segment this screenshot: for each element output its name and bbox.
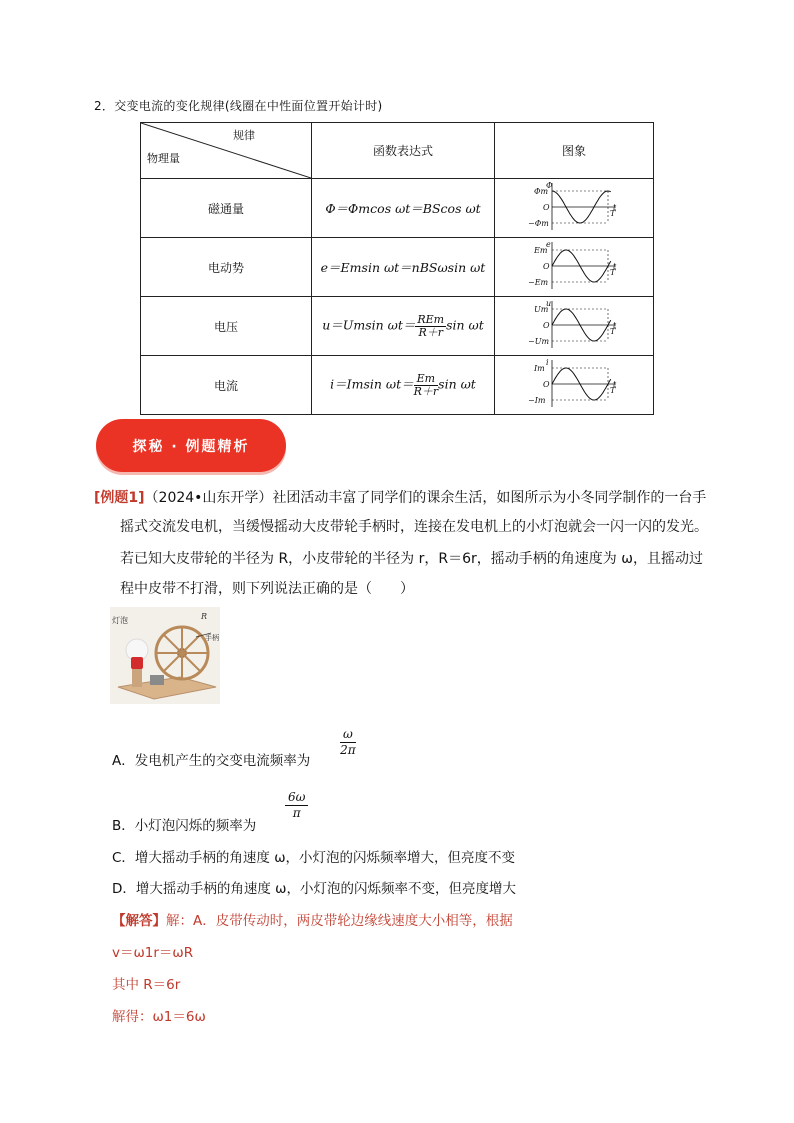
photo-label-handle: 手柄 bbox=[205, 634, 219, 642]
option-c[interactable]: C．增大摇动手柄的角速度 ω，小灯泡的闪烁频率增大，但亮度不变 bbox=[112, 850, 516, 866]
header-graph: 图象 bbox=[495, 123, 654, 179]
example-line-3: 若已知大皮带轮的半径为 R，小皮带轮的半径为 r，R＝6r，摇动手柄的角速度为 ω，且摇动过 bbox=[120, 551, 703, 567]
option-d[interactable]: D．增大摇动手柄的角速度 ω，小灯泡的闪烁频率不变，但亮度增大 bbox=[112, 881, 516, 897]
graph-cell bbox=[495, 297, 654, 356]
graph-cell bbox=[495, 238, 654, 297]
option-a-denominator: 2π bbox=[340, 743, 356, 757]
y-axis-label: u bbox=[546, 298, 552, 308]
solution-line-1 bbox=[112, 909, 513, 929]
solution-text-1: 解：A．皮带传动时，两皮带轮边缘线速度大小相等，根据 bbox=[166, 913, 513, 929]
graph-cell bbox=[495, 356, 654, 415]
solution-line-3: 其中 R＝6r bbox=[112, 977, 181, 993]
formula-cell: e＝Emsin ωt＝nBSωsin ωt bbox=[312, 238, 495, 297]
y-axis-label: e bbox=[546, 239, 551, 249]
min-label: −Φm bbox=[528, 218, 549, 228]
formula-cell bbox=[312, 297, 495, 356]
table-row bbox=[141, 356, 654, 415]
option-a-fraction bbox=[340, 727, 356, 758]
photo-label-r: R bbox=[201, 612, 208, 621]
sin-graph bbox=[524, 298, 624, 352]
fraction-denominator: R＋r bbox=[418, 325, 443, 339]
sin-graph bbox=[524, 357, 624, 411]
t-axis-label: t bbox=[613, 379, 617, 389]
example-line-4: 程中皮带不打滑，则下列说法正确的是（ ） bbox=[120, 581, 414, 597]
section-heading: 2．交变电流的变化规律(线圈在中性面位置开始计时) bbox=[94, 99, 383, 113]
example-source: （2024•山东开学） bbox=[144, 490, 273, 506]
example-line-2: 摇式交流发电机，当缓慢摇动大皮带轮手柄时，连接在发电机上的小灯泡就会一闪一闪的发光。 bbox=[120, 519, 708, 535]
max-label: Im bbox=[534, 363, 545, 373]
formula-right: sin ωt bbox=[438, 376, 476, 392]
table-row bbox=[141, 179, 654, 238]
min-label: −Em bbox=[528, 277, 549, 287]
max-label: Φm bbox=[534, 186, 549, 196]
y-axis-label: i bbox=[546, 357, 549, 367]
min-label: −Im bbox=[528, 395, 546, 405]
header-rule: 规律 bbox=[233, 129, 255, 142]
formula-right: sin ωt bbox=[446, 317, 484, 333]
t-axis-label: t bbox=[613, 261, 617, 271]
option-b-text: B．小灯泡闪烁的频率为 bbox=[112, 818, 257, 834]
period-label: T bbox=[610, 326, 616, 336]
option-a-numerator: ω bbox=[340, 727, 356, 743]
table-header-row bbox=[141, 123, 654, 179]
generator-photo bbox=[110, 607, 220, 704]
origin-label: O bbox=[543, 261, 550, 271]
solution-line-2: v＝ω1r＝ωR bbox=[112, 945, 194, 961]
option-a[interactable] bbox=[112, 749, 310, 769]
formula-left: i＝Imsin ωt＝ bbox=[330, 376, 414, 392]
period-label: T bbox=[610, 208, 616, 218]
ac-rules-table bbox=[140, 122, 654, 415]
option-b-numerator: 6ω bbox=[285, 790, 308, 806]
origin-label: O bbox=[543, 320, 550, 330]
banner-text: 探秘 · 例题精析 bbox=[132, 439, 250, 455]
fraction-numerator: Em bbox=[414, 373, 439, 386]
quantity-cell: 电压 bbox=[141, 297, 312, 356]
quantity-cell: 磁通量 bbox=[141, 179, 312, 238]
max-label: Um bbox=[534, 304, 549, 314]
formula-cell bbox=[312, 356, 495, 415]
origin-label: O bbox=[543, 202, 550, 212]
table-row bbox=[141, 238, 654, 297]
fraction bbox=[415, 314, 446, 338]
quantity-cell: 电流 bbox=[141, 356, 312, 415]
example-label: [例题1] bbox=[94, 490, 145, 506]
t-axis-label: t bbox=[613, 202, 617, 212]
formula-left: u＝Umsin ωt＝ bbox=[322, 317, 416, 333]
period-label: T bbox=[610, 385, 616, 395]
quantity-cell: 电动势 bbox=[141, 238, 312, 297]
formula-cell: Φ＝Φmcos ωt＝BScos ωt bbox=[312, 179, 495, 238]
header-quantity: 物理量 bbox=[147, 152, 180, 165]
max-label: Em bbox=[534, 245, 548, 255]
solution-line-4: 解得：ω1＝6ω bbox=[112, 1009, 206, 1025]
t-axis-label: t bbox=[613, 320, 617, 330]
period-label: T bbox=[610, 267, 616, 277]
graph-cell bbox=[495, 179, 654, 238]
fraction-denominator: R＋r bbox=[413, 384, 439, 398]
diagonal-header-cell bbox=[141, 123, 312, 179]
option-a-text: A．发电机产生的交变电流频率为 bbox=[112, 753, 311, 769]
example-text-1: 社团活动丰富了同学们的课余生活，如图所示为小冬同学制作的一台手 bbox=[272, 490, 707, 506]
example-line-1 bbox=[94, 484, 714, 513]
y-axis-label: Φ bbox=[546, 180, 553, 190]
min-label: −Um bbox=[528, 336, 550, 346]
section-banner bbox=[96, 419, 286, 472]
fraction-numerator: REm bbox=[417, 312, 445, 326]
sin-graph bbox=[524, 239, 624, 293]
table-row bbox=[141, 297, 654, 356]
origin-label: O bbox=[543, 379, 550, 389]
option-b-denominator: π bbox=[292, 806, 301, 820]
solution-label: 【解答】 bbox=[112, 913, 166, 929]
option-b[interactable] bbox=[112, 814, 256, 834]
fraction bbox=[414, 373, 439, 397]
photo-label-bulb: 灯泡 bbox=[112, 616, 128, 625]
cos-graph bbox=[524, 180, 624, 234]
header-formula: 函数表达式 bbox=[312, 123, 495, 179]
option-b-fraction bbox=[285, 790, 308, 821]
